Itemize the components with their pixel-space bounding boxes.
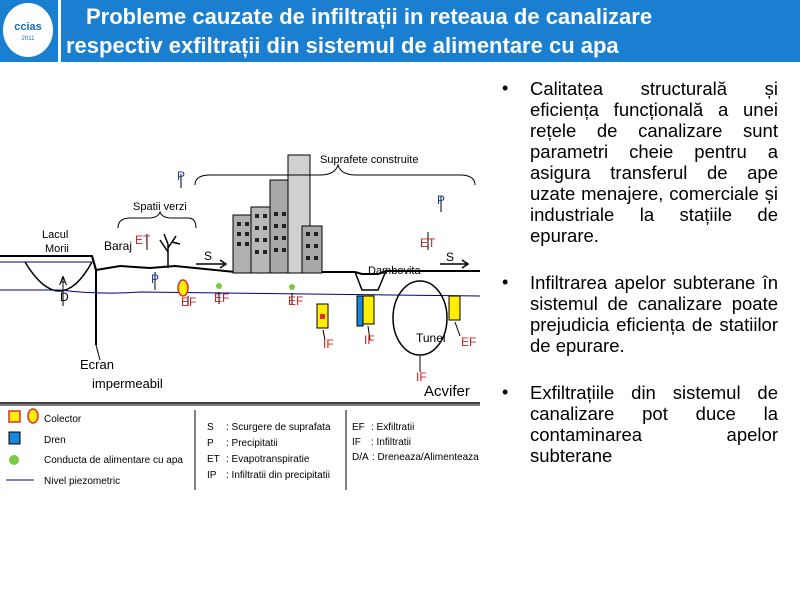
label-p2: P <box>437 193 446 207</box>
label-ef4: EF <box>461 335 477 349</box>
brace-spatii <box>118 212 196 228</box>
label-p1: P <box>177 169 186 183</box>
label-morii: Morii <box>45 243 69 255</box>
piezometric-level <box>0 290 480 296</box>
dren-box <box>357 296 363 326</box>
label-if3: IF <box>416 370 427 384</box>
dam-wall <box>92 256 96 345</box>
legend-dren: Dren <box>44 435 66 446</box>
legend-ip-key: IP <box>207 470 217 481</box>
legend-colector: Colector <box>44 414 82 425</box>
legend-ip-desc: : Infiltratii din precipitatii <box>226 470 330 481</box>
building <box>270 180 290 273</box>
bullet-item: • Exfiltrațiile din sistemul de canalizare pot duce la contaminarea apelor subterane <box>500 382 778 466</box>
label-ef1: EF <box>181 295 197 309</box>
legend-et-key: ET <box>207 454 220 465</box>
legend-if-desc: : Infiltratii <box>371 437 412 448</box>
legend-p-key: P <box>207 438 214 449</box>
label-a: A <box>59 274 68 288</box>
label-p3: P <box>151 272 160 286</box>
logo-year: 2011 <box>21 36 35 42</box>
conducta-circle <box>216 283 222 289</box>
legend-ef-key: EF <box>352 422 365 433</box>
label-spatii: Spatii verzi <box>133 201 187 213</box>
bullet-list <box>500 78 778 492</box>
colector-box <box>362 296 374 324</box>
colector-red <box>320 314 325 319</box>
header-divider <box>58 0 61 62</box>
label-et2: ET <box>420 236 436 250</box>
legend-ef-desc: : Exfiltratii <box>371 422 415 433</box>
label-if2: IF <box>364 333 375 347</box>
colector-oval <box>178 280 188 296</box>
label-s1: S <box>204 249 213 263</box>
label-baraj: Baraj <box>104 239 133 253</box>
legend-s-key: S <box>207 422 214 433</box>
label-ecran: Ecran <box>80 357 114 372</box>
colector-box <box>449 296 460 320</box>
legend-conducta: Conducta de alimentare cu apa <box>44 455 183 466</box>
legend-da-key: D/A <box>352 452 369 463</box>
legend-et-desc: : Evapotranspiratie <box>226 454 310 465</box>
building <box>251 207 271 273</box>
slide-header <box>0 0 800 62</box>
building <box>302 226 322 273</box>
label-et1: ET <box>135 233 151 247</box>
conducta-circle <box>289 284 295 290</box>
bullet-item: • Calitatea structurală și eficiența funcțională a unei rețele de canalizare sunt parametri cheie pentru a asigura transferul de ape uzate menajere, comerciale și industriale la stațiile de epurare. <box>500 78 778 246</box>
legend-colector-oval <box>28 409 38 423</box>
arrow-ef4 <box>455 322 460 336</box>
label-lacul: Lacul <box>42 229 69 241</box>
legend-nivel: Nivel piezometric <box>44 476 121 487</box>
legend-if-key: IF <box>352 437 361 448</box>
label-dambovita: Dambovita <box>368 265 421 277</box>
label-suprafete: Suprafete construite <box>320 154 419 166</box>
tree-icon <box>160 234 180 268</box>
label-if1: IF <box>323 337 334 351</box>
legend-conducta-circle <box>9 455 19 465</box>
legend-dren-box <box>9 432 20 444</box>
brace-suprafete <box>195 165 475 185</box>
building <box>233 215 253 273</box>
infiltration-diagram <box>0 62 490 500</box>
legend-p-desc: : Precipitatii <box>226 438 278 449</box>
legend-colector-box <box>9 411 20 422</box>
label-impermeabil: impermeabil <box>92 376 163 391</box>
label-tunel: Tunel <box>416 331 446 345</box>
legend-da-desc: : Dreneaza/Alimenteaza <box>372 452 479 463</box>
logo-text: ccias <box>14 21 42 33</box>
label-ef2: EF <box>214 291 230 305</box>
label-d: D <box>60 290 69 304</box>
ccias-logo <box>3 3 53 57</box>
title-line-1: Probleme cauzate de infiltrații in reteaua de canalizare <box>86 4 653 29</box>
title-line-2: respectiv exfiltrații din sistemul de alimentare cu apa <box>66 33 619 58</box>
label-acvifer: Acvifer <box>424 383 470 400</box>
legend-s-desc: : Scurgere de suprafata <box>226 422 331 433</box>
label-s2: S <box>446 250 455 264</box>
bullet-item: • Infiltrarea apelor subterane în sistemul de canalizare poate prejudicia eficiența de statiilor de epurare. <box>500 272 778 356</box>
label-ef3: EF <box>288 294 304 308</box>
